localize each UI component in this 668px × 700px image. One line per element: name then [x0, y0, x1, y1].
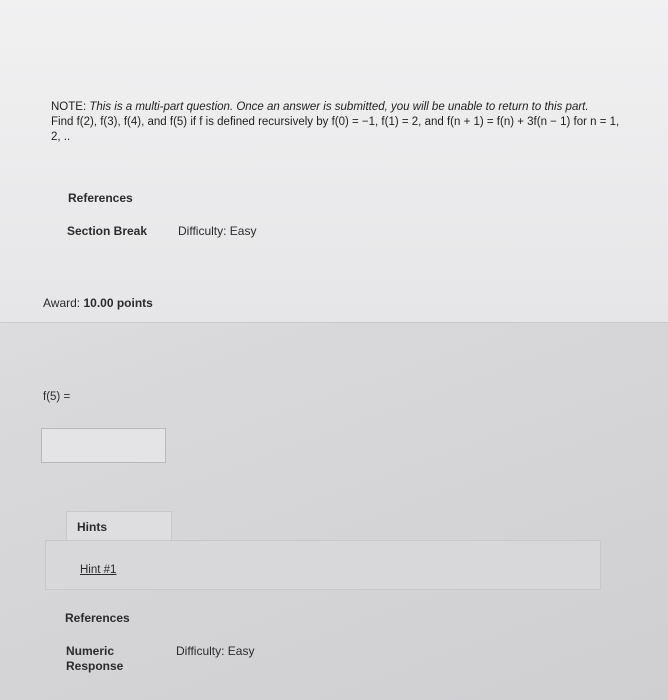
numeric-response-label: Numeric Response: [66, 644, 124, 673]
references-button-bottom[interactable]: References: [65, 611, 130, 625]
section-divider: [0, 322, 668, 323]
note-text: This is a multi-part question. Once an answer is submitted, you will be unable to return to this part.: [89, 101, 589, 113]
award-points: 10.00 points: [83, 296, 153, 310]
section-break-label: Section Break: [67, 224, 148, 238]
award-line: [43, 296, 153, 310]
hints-tab[interactable]: Hints: [66, 511, 172, 541]
award-prefix: Award:: [43, 296, 81, 310]
f5-prompt: f(5) =: [43, 391, 71, 403]
question-text: [51, 100, 631, 145]
references-button-top[interactable]: References: [68, 191, 133, 205]
note-label: NOTE:: [51, 101, 87, 113]
hint-1-link[interactable]: Hint #1: [80, 564, 117, 576]
question-card: [0, 0, 668, 322]
f5-answer-input[interactable]: [41, 428, 166, 463]
difficulty-label-bottom: Difficulty: Easy: [176, 644, 255, 658]
difficulty-label-top: Difficulty: Easy: [178, 224, 257, 238]
find-instructions: Find f(2), f(3), f(4), and f(5) if f is defined recursively by f(0) = −1, f(1) = 2, and f(n + 1) = f(n) + 3f(n − 1) for n = 1, 2, ..: [51, 116, 620, 143]
hints-panel: [45, 540, 601, 590]
